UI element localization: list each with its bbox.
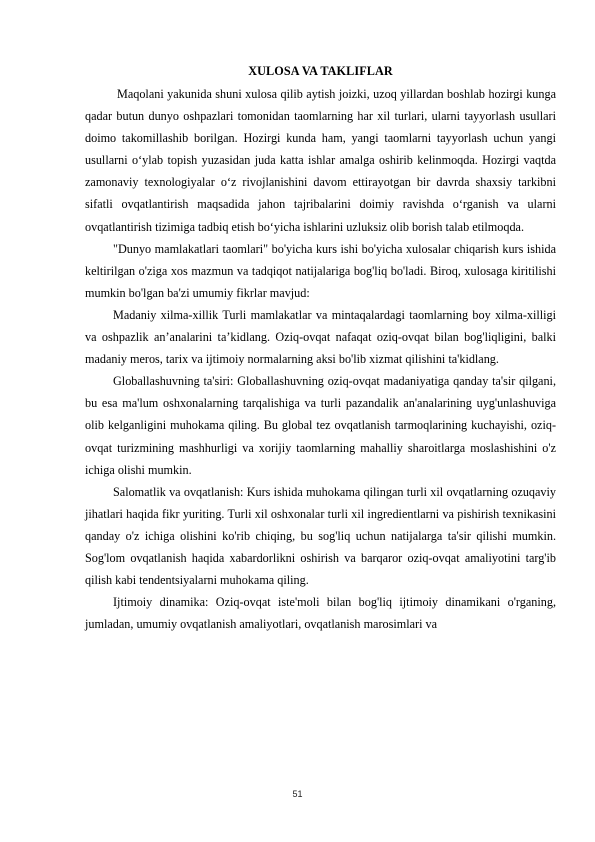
document-page: [85, 64, 556, 635]
paragraph-course-summary: "Dunyo mamlakatlari taomlari" bo'yicha kurs ishi bo'yicha xulosalar chiqarish kurs ishida keltirilgan o'ziga xos mazmun va tadqiqot natijalariga bog'liq bo'ladi. Biroq, xulosaga kiritilishi mumkin bo'lgan ba'zi umumiy fikrlar mavjud:: [85, 241, 556, 300]
paragraph-cultural-diversity: Madaniy xilma-xillik Turli mamlakatlar va mintaqalardagi taomlarning boy xilma-xilligi va oshpazlik anʼanalarini taʼkidlang. Oziq-ovqat nafaqat oziq-ovqat bilan bog'liqligini, balki madaniy meros, tarix va ijtimoiy normalarning aksi bo'lib xizmat qilishini ta'kidlang.: [85, 307, 556, 367]
paragraph-social-dynamics: Ijtimoiy dinamika: Oziq-ovqat iste'moli bilan bog'liq ijtimoiy dinamikani o'rganing, jumladan, umumiy ovqatlanish amaliyotlari, ovqatlanish marosimlari va: [85, 595, 556, 632]
section-title: XULOSA VA TAKLIFLAR: [248, 64, 393, 78]
paragraph-globalization: Globallashuvning ta'siri: Globallashuvning oziq-ovqat madaniyatiga qanday ta'sir qilgani, bu esa ma'lum oshxonalarning tarqalishiga va turli pazandalik an'analarining uyg'unlashuviga olib kelganligini muhokama qiling. Bu global tez ovqatlanish tarmoqlarining kuchayishi, oziq-ovqat turizmining mashhurligi va xorijiy taomlarning mahalliy sharoitlarga moslashishini o'z ichiga olishi mumkin.: [85, 374, 556, 477]
paragraph-health-nutrition: Salomatlik va ovqatlanish: Kurs ishida muhokama qilingan turli xil ovqatlarning ozuqaviy jihatlari haqida fikr yuriting. Turli xil oshxonalar turli xil ingredientlarni va pishirish texnikasini qanday o'z ichiga olishini ko'rib chiqing, bu sog'liq uchun natijalarga ta'sir qilishi mumkin. Sog'lom ovqatlanish haqida xabardorlikni oshirish va barqaror oziq-ovqat amaliyotini targ'ib qilish kabi tendentsiyalarni muhokama qiling.: [85, 484, 556, 588]
page-number: 51: [292, 789, 303, 799]
paragraph-conclusion-intro: Maqolani yakunida shuni xulosa qilib aytish joizki, uzoq yillardan boshlab hozirgi kunga qadar butun dunyo oshpazlari tomonidan taomlarning har xil turlari, ularni tayyorlash usullari doimo takomillashib borilgan. Hozirgi kunda ham, yangi taomlarni tayyorlash uchun yangi usullarni o‘ylab topish yuzasidan juda katta ishlar amalga oshirib kelinmoqda. Hozirgi vaqtda zamonaviy texnologiyalar o‘z rivojlanishini davom ettirayotgan bir davrda shaxsiy tarkibni sifatli ovqatlantirish maqsadida jahon tajribalarini doimiy ravishda o‘rganish va ularni ovqatlantirish tizimiga tadbiq etish bo‘yicha ishlarini uzluksiz olib borish talab etilmoqda.: [85, 87, 556, 234]
